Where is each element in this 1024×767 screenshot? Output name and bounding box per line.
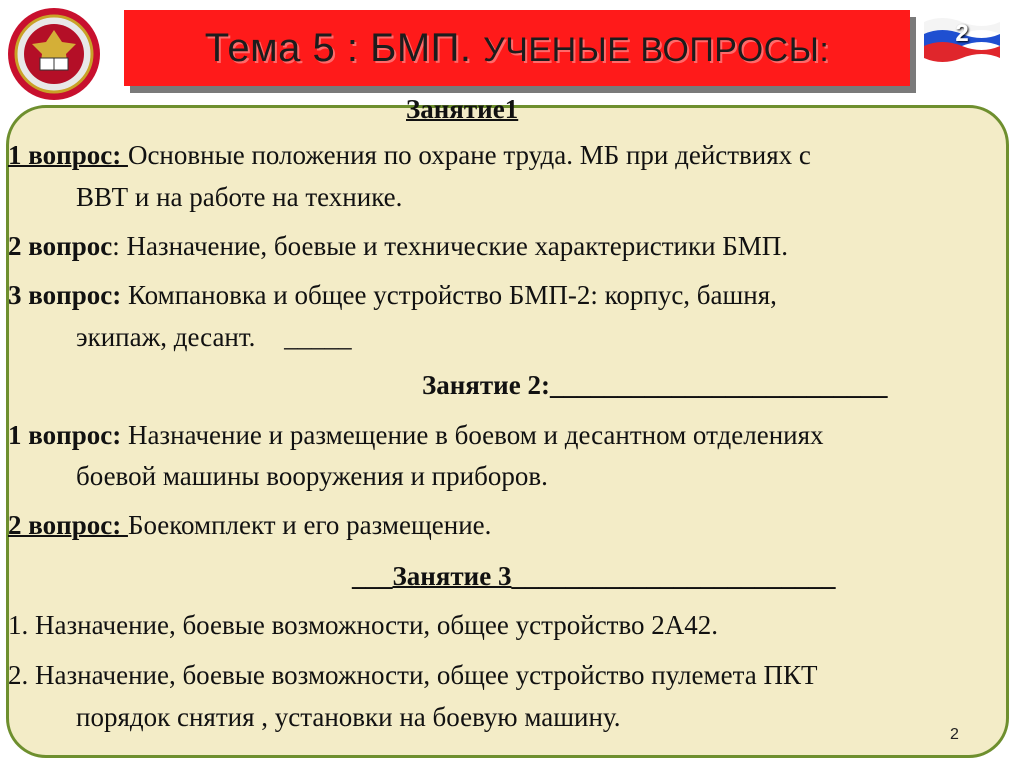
s3-item-2-continuation: порядок снятия , установки на боевую машину. [76,702,621,732]
session-1-heading [10,94,518,125]
s1-question-1 [8,140,811,171]
s2-q2-label: 2 вопрос: [8,510,128,540]
s3-item-2: 2. Назначение, боевые возможности, общее устройство пулемета ПКТ [8,660,818,690]
s1-q1-continuation: ВВТ и на работе на технике. [76,182,403,212]
s2-question-2 [8,510,491,541]
s2-q1-text: Назначение и размещение в боевом и десантном отделениях [121,420,824,450]
session-3-heading [352,561,835,592]
s1-q2-text: : Назначение, боевые и технические характеристики БМП. [112,231,789,261]
s1-q3-text: Компановка и общее устройство БМП-2: корпус, башня, [121,280,777,310]
session-3-line: ________________________ [511,561,836,591]
s1-q1-text: Основные положения по охране труда. МБ при действиях с [127,140,811,170]
session-2-heading [422,370,887,401]
session-2-line: _________________________ [549,370,888,400]
s1-q1-label: 1 вопрос: [8,140,128,170]
s1-q3-cont-text: экипаж, десант. [76,322,256,352]
s1-q3-label: 3 вопрос: [8,280,122,310]
title-tail: УЧЕНЫЕ ВОПРОСЫ: [483,30,830,69]
s2-question-1 [8,420,824,451]
s2-q1-continuation: боевой машины вооружения и приборов. [76,461,548,491]
s3-item-1: 1. Назначение, боевые возможности, общее устройство 2А42. [8,610,719,640]
s2-q1-label: 1 вопрос: [8,420,122,450]
session-3-title: Занятие 3 [392,561,512,591]
title-main: Тема 5 : БМП. [204,25,472,70]
s1-q2-label: 2 вопрос [8,231,113,261]
s2-q2-text: Боекомплект и его размещение. [127,510,492,540]
session-2-title: Занятие 2: [422,370,550,400]
s1-q3-blank: _____ [284,322,352,352]
page-number: 2 [950,726,959,743]
s1-q3-continuation [76,322,352,353]
flag-number: 2 [955,20,969,47]
s1-question-2 [8,231,788,262]
session-1-title: Занятие1 [406,94,519,124]
session-3-pre: ___ [352,561,393,591]
s1-question-3 [8,280,777,311]
